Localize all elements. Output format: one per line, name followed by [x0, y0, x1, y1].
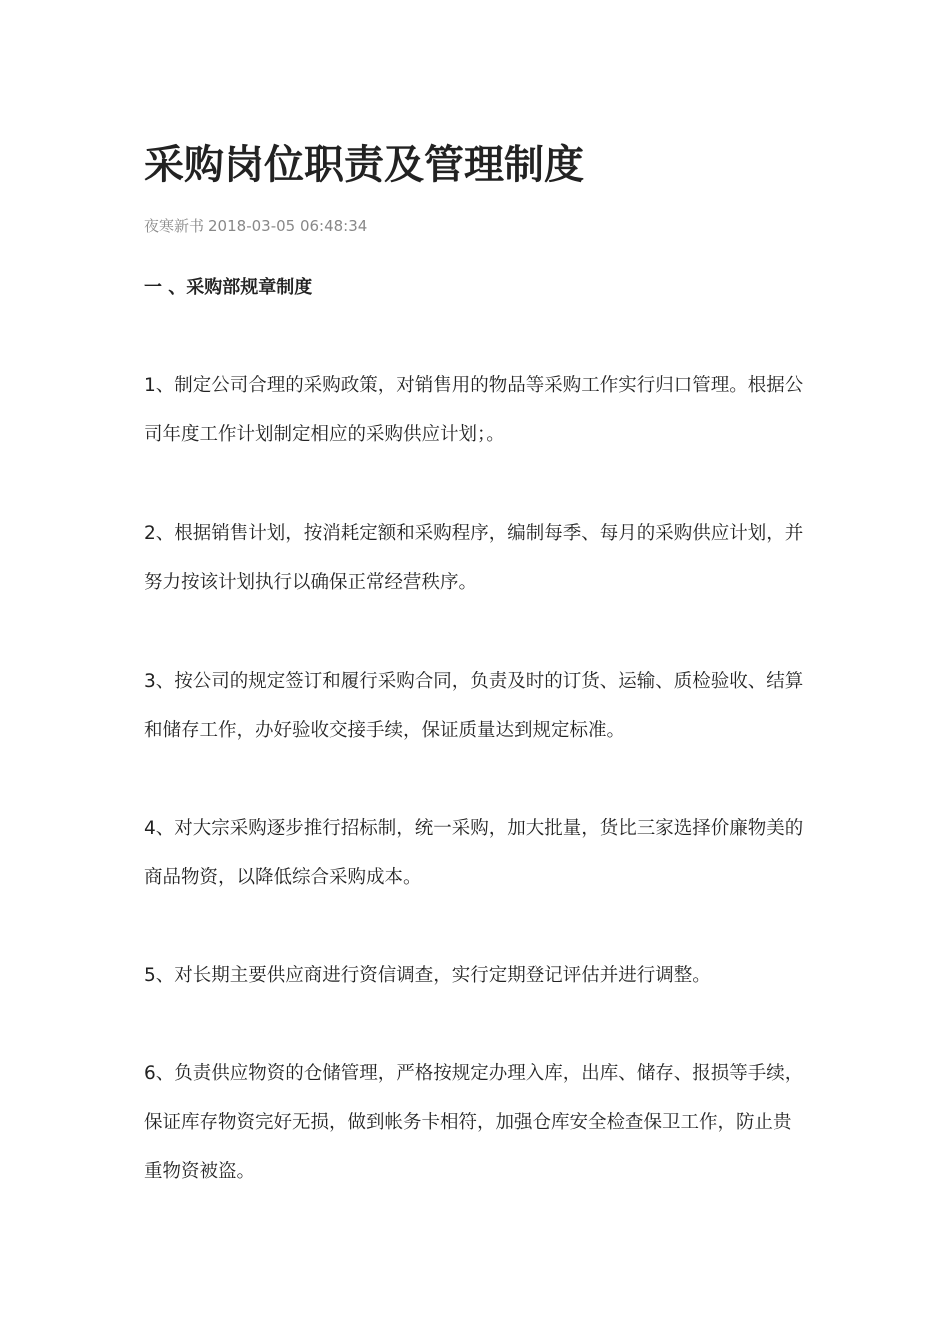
- paragraph-3: 3、按公司的规定签订和履行采购合同，负责及时的订货、运输、质检验收、结算和储存工作，办好验收交接手续，保证质量达到规定标准。: [144, 671, 804, 741]
- article-meta: [144, 215, 367, 237]
- section-heading: 一 、采购部规章制度: [144, 277, 313, 298]
- article-title: 采购岗位职责及管理制度: [144, 142, 584, 188]
- author-name[interactable]: 夜寒新书: [144, 217, 205, 235]
- paragraph-2: 2、根据销售计划，按消耗定额和采购程序，编制每季、每月的采购供应计划，并努力按该计划执行以确保正常经营秩序。: [144, 523, 804, 593]
- publish-datetime: 2018-03-05 06:48:34: [208, 217, 368, 235]
- paragraph-5: 5、对长期主要供应商进行资信调查，实行定期登记评估并进行调整。: [144, 965, 711, 986]
- paragraph-1: 1、制定公司合理的采购政策，对销售用的物品等采购工作实行归口管理。根据公司年度工作计划制定相应的采购供应计划；。: [144, 375, 804, 445]
- paragraph-4: 4、对大宗采购逐步推行招标制，统一采购，加大批量，货比三家选择价廉物美的商品物资，以降低综合采购成本。: [144, 818, 804, 888]
- paragraph-6: 6、负责供应物资的仓储管理，严格按规定办理入库，出库、储存、报损等手续，保证库存物资完好无损，做到帐务卡相符，加强仓库安全检查保卫工作，防止贵重物资被盗。: [144, 1063, 804, 1182]
